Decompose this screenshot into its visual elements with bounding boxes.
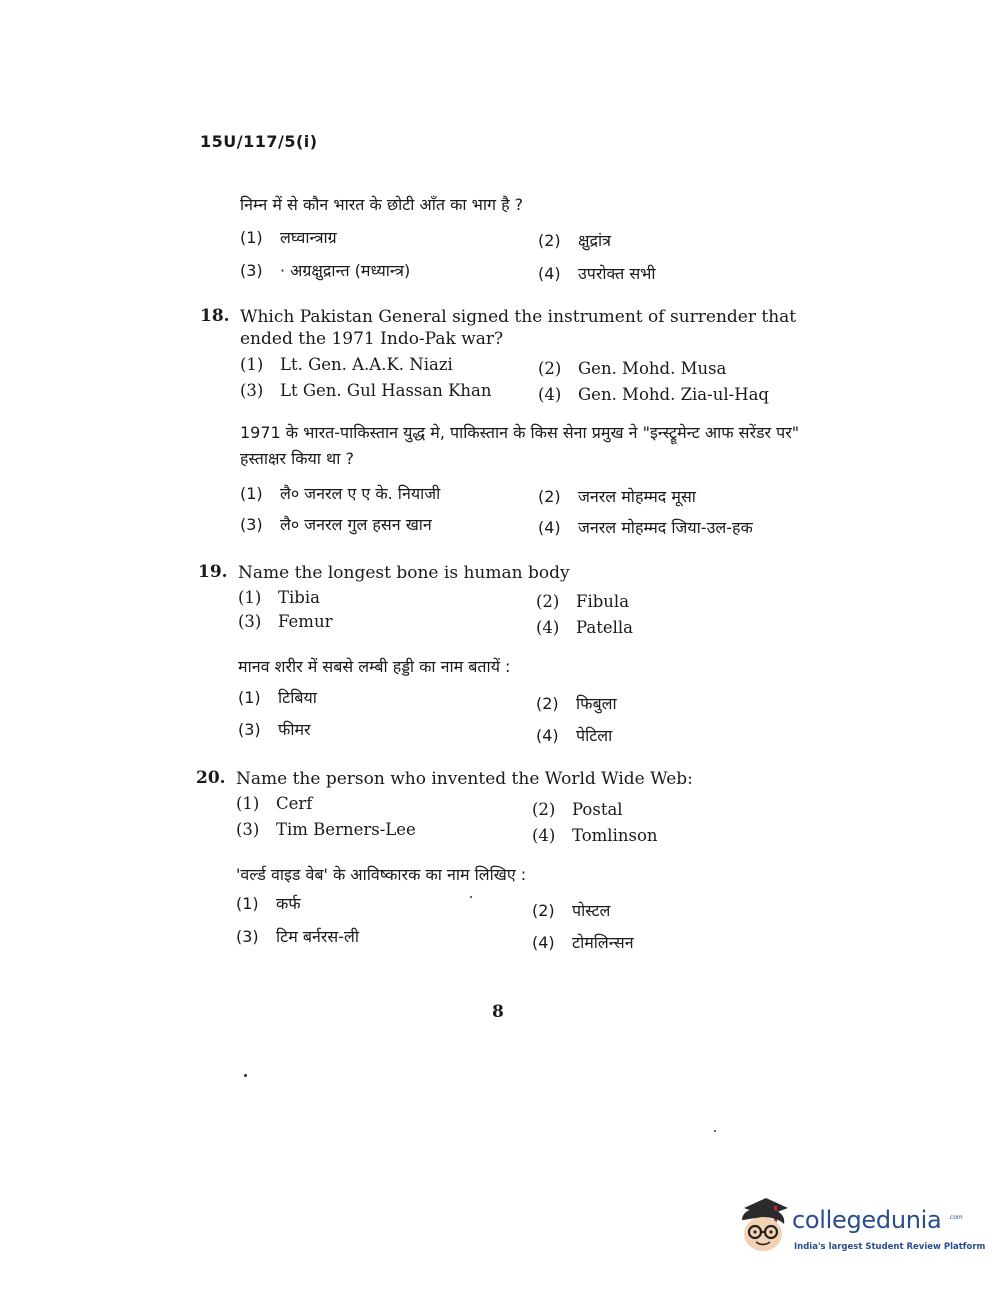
option-number: (2)	[536, 694, 559, 713]
option-number: (3)	[238, 612, 262, 631]
q18-option-2	[538, 359, 726, 378]
q17-option-4	[538, 262, 656, 284]
option-number: (4)	[538, 264, 561, 283]
option-number: (2)	[538, 487, 561, 506]
logo-wordmark: collegedunia	[792, 1206, 942, 1234]
option-number: (4)	[532, 826, 556, 845]
option-number: (4)	[536, 726, 559, 745]
q19-hindi-question: मानव शरीर में सबसे लम्बी हड्डी का नाम बतायें :	[238, 657, 511, 676]
logo-tagline: India's largest Student Review Platform	[794, 1242, 986, 1252]
q17-option-2	[538, 229, 611, 251]
q20-option-4	[532, 826, 658, 845]
q20-option-3	[236, 820, 416, 839]
q18-hindi-option-3	[240, 513, 432, 535]
option-number: (2)	[536, 592, 560, 611]
q18-option-3	[240, 381, 492, 400]
option-number: (1)	[238, 688, 261, 707]
option-text: Patella	[576, 618, 633, 637]
option-text: उपरोक्त सभी	[578, 264, 656, 283]
option-text: लघ्वान्त्राग्र	[280, 228, 337, 247]
q17-option-1	[240, 226, 337, 248]
option-text: Lt Gen. Gul Hassan Khan	[280, 381, 492, 400]
option-number: (4)	[538, 385, 562, 404]
option-text: Femur	[278, 612, 333, 631]
q20-option-1	[236, 794, 312, 813]
q19-hindi-option-3	[238, 718, 311, 740]
option-number: (3)	[236, 927, 259, 946]
scan-speck	[244, 1074, 247, 1077]
option-text: फीमर	[278, 720, 311, 739]
q18-hindi-question: 1971 के भारत-पाकिस्तान युद्ध मे, पाकिस्तान के किस सेना प्रमुख ने "इन्स्ट्रूमेन्ट आफ सरेंडर पर" हस्ताक्षर किया था ?	[240, 423, 800, 468]
option-number: (2)	[532, 901, 555, 920]
option-text: फिबुला	[576, 694, 617, 713]
q17-option-3	[240, 259, 410, 281]
collegedunia-logo	[736, 1196, 986, 1268]
option-text: टिम बर्नरस-ली	[276, 927, 360, 946]
option-number: (2)	[532, 800, 556, 819]
scan-speck	[714, 1130, 716, 1132]
option-text: Gen. Mohd. Musa	[578, 359, 727, 378]
scan-speck	[470, 896, 472, 898]
q19-hindi-option-1	[238, 686, 317, 708]
q19-option-2	[536, 592, 629, 611]
page-number: 8	[492, 1002, 504, 1022]
option-text: जनरल मोहम्मद जिया-उल-हक	[578, 518, 753, 537]
option-text: Tibia	[278, 588, 320, 607]
option-number: (3)	[240, 515, 263, 534]
q19-hindi-option-4	[536, 724, 612, 746]
option-number: (1)	[238, 588, 262, 607]
option-text: Lt. Gen. A.A.K. Niazi	[280, 355, 453, 374]
q20-option-2	[532, 800, 623, 819]
option-text: लै० जनरल गुल हसन खान	[280, 515, 432, 534]
q19-option-3	[238, 612, 332, 631]
q20-number: 20.	[196, 768, 226, 788]
option-text: Tomlinson	[572, 826, 658, 845]
option-text: लै० जनरल ए ए के. नियाजी	[280, 484, 441, 503]
option-text: · अग्रक्षुद्रान्त (मध्यान्त्र)	[280, 261, 411, 280]
option-number: (3)	[238, 720, 261, 739]
option-number: (1)	[240, 484, 263, 503]
q20-hindi-option-2	[532, 899, 610, 921]
option-number: (3)	[240, 261, 263, 280]
option-text: Fibula	[576, 592, 630, 611]
option-text: टोमलिन्सन	[572, 933, 634, 952]
option-number: (3)	[240, 381, 264, 400]
q20-hindi-option-1	[236, 892, 301, 914]
option-number: (1)	[236, 894, 259, 913]
option-text: Postal	[572, 800, 623, 819]
paper-code: 15U/117/5(i)	[200, 132, 318, 151]
q18-option-4	[538, 385, 769, 404]
option-text: Tim Berners-Lee	[276, 820, 416, 839]
option-number: (2)	[538, 231, 561, 250]
q20-hindi-question: 'वर्ल्ड वाइड वेब' के आविष्कारक का नाम लिखिए :	[236, 865, 527, 884]
q18-option-1	[240, 355, 453, 374]
option-text: क्षुद्रांत्र	[578, 231, 611, 250]
q20-question: Name the person who invented the World Wide Web:	[236, 769, 693, 789]
option-number: (3)	[236, 820, 260, 839]
option-number: (4)	[536, 618, 560, 637]
option-text: टिबिया	[278, 688, 317, 707]
option-number: (1)	[240, 355, 264, 374]
q20-hindi-option-4	[532, 931, 634, 953]
option-number: (1)	[236, 794, 260, 813]
q18-number: 18.	[200, 306, 230, 326]
q17-hindi-question: निम्न में से कौन भारत के छोटी आँत का भाग है ?	[240, 195, 524, 214]
option-text: जनरल मोहम्मद मूसा	[578, 487, 696, 506]
q19-number: 19.	[198, 562, 228, 582]
option-number: (1)	[240, 228, 263, 247]
option-text: Cerf	[276, 794, 313, 813]
q18-hindi-option-4	[538, 516, 753, 538]
option-number: (2)	[538, 359, 562, 378]
student-mascot-icon	[736, 1196, 790, 1256]
q18-hindi-option-2	[538, 485, 696, 507]
q19-option-1	[238, 588, 320, 607]
q19-option-4	[536, 618, 633, 637]
option-number: (4)	[532, 933, 555, 952]
q18-hindi-option-1	[240, 482, 440, 504]
logo-tld: .com	[948, 1214, 963, 1221]
option-text: पोस्टल	[572, 901, 611, 920]
q20-hindi-option-3	[236, 925, 359, 947]
option-text: पेटिला	[576, 726, 613, 745]
q19-hindi-option-2	[536, 692, 617, 714]
q18-question: Which Pakistan General signed the instrument of surrender that ended the 1971 Indo-Pak war?	[240, 307, 797, 349]
option-text: Gen. Mohd. Zia-ul-Haq	[578, 385, 769, 404]
q19-question: Name the longest bone is human body	[238, 563, 570, 583]
option-text: कर्फ	[276, 894, 301, 913]
option-number: (4)	[538, 518, 561, 537]
